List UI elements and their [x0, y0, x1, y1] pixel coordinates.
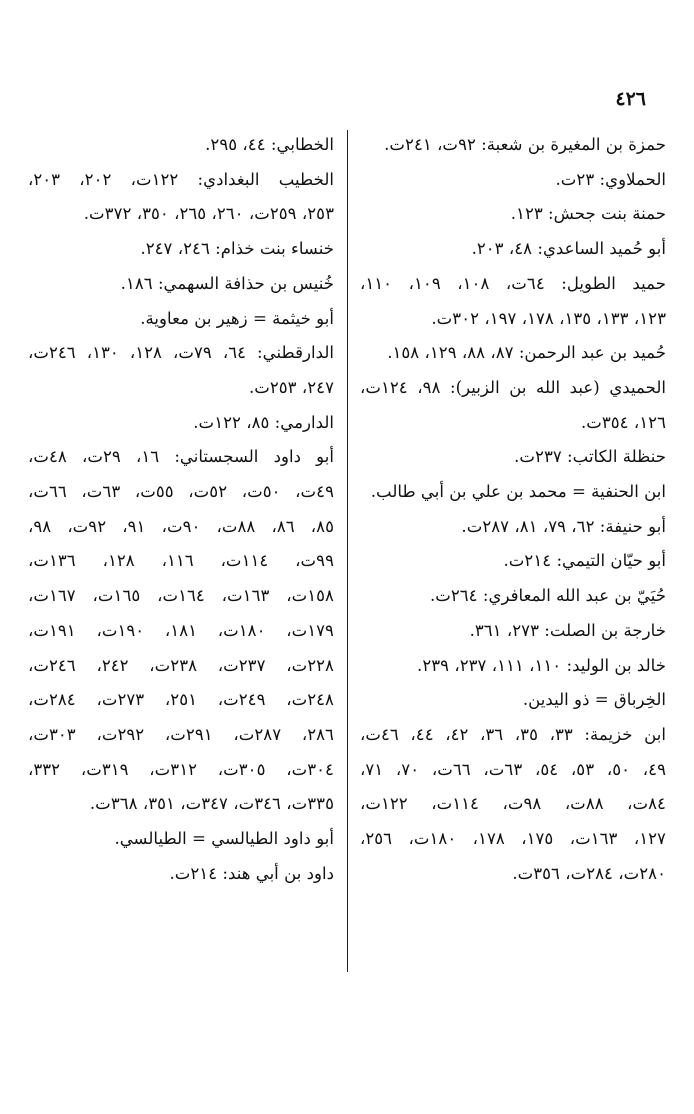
index-entry-line: الخِرباق = ذو اليدين. [522, 690, 666, 710]
index-entry-line: حمنة بنت جحش: ١٢٣. [510, 204, 666, 224]
index-entry-line: أبو حنيفة: ٦٢، ٧٩، ٨١، ٢٨٧ت. [461, 516, 666, 536]
index-entry-line: خُنيس بن حذافة السهمي: ١٨٦. [120, 273, 334, 293]
index-entry-line: الحملاوي: ٢٣ت. [555, 169, 666, 189]
index-entry-line: ٨٤ت، ٨٨ت، ٩٨ت، ١١٤ت، ١٢٢ت، [360, 794, 666, 814]
index-entry-line: ٣٣٥ت، ٣٤٦ت، ٣٤٧ت، ٣٥١، ٣٦٨ت. [89, 794, 334, 814]
page-number: ٤٢٦ [615, 88, 646, 110]
index-entry-line: ٢٥٣، ٢٥٩ت، ٢٦٠، ٢٦٥، ٣٥٠، ٣٧٢ت. [83, 204, 334, 224]
index-entry-line: حُيَيّ بن عبد الله المعافري: ٢٦٤ت. [429, 586, 666, 606]
index-entry-line: حميد الطويل: ٦٤ت، ١٠٨، ١٠٩، ١١٠، [360, 273, 666, 293]
index-entry-line: ٢٤٨ت، ٢٤٩ت، ٢٥١، ٢٧٣ت، ٢٨٤ت، [28, 690, 334, 710]
index-entry-line: خارجة بن الصلت: ٢٧٣، ٣٦١. [469, 620, 666, 640]
index-entry-line: ١٢٣، ١٣٣، ١٣٥، ١٧٨، ١٩٧، ٣٠٢ت. [431, 308, 666, 328]
right-column [348, 128, 666, 972]
index-entry-line: حمزة بن المغيرة بن شعبة: ٩٢ت، ٢٤١ت. [384, 135, 666, 154]
index-entry-line: ١٢٦، ٣٥٤ت. [580, 412, 666, 432]
index-entry-line: الدارقطني: ٦٤، ٧٩ت، ١٢٨، ١٣٠، ٢٤٦ت، [28, 343, 334, 363]
index-entry-line: ٣٠٤ت، ٣٠٥ت، ٣١٢ت، ٣١٩ت، ٣٣٢، [28, 759, 334, 779]
index-entry-line: حُميد بن عبد الرحمن: ٨٧، ٨٨، ١٢٩، ١٥٨. [387, 343, 666, 363]
index-entry-line: داود بن أبي هند: ٢١٤ت. [169, 863, 334, 883]
column-divider [347, 130, 348, 972]
index-entry-line: ٢٢٨ت، ٢٣٧ت، ٢٣٨ت، ٢٤٢، ٢٤٦ت، [28, 655, 334, 675]
index-entry-line: ٩٩ت، ١١٤ت، ١١٦، ١٢٨، ١٣٦ت، [28, 551, 334, 571]
index-entry-line: خنساء بنت خذام: ٢٤٦، ٢٤٧. [140, 239, 334, 259]
index-entry-line: الحميدي (عبد الله بن الزبير): ٩٨، ١٢٤ت، [360, 377, 666, 397]
left-column [28, 128, 347, 972]
index-entry-line: ٤٩ت، ٥٠ت، ٥٢ت، ٥٥ت، ٦٣ت، ٦٦ت، [28, 482, 334, 502]
index-entry-line: الخطيب البغدادي: ١٢٢ت، ٢٠٢، ٢٠٣، [28, 169, 334, 189]
index-entry-line: الخطابي: ٤٤، ٢٩٥. [205, 135, 334, 154]
index-entry-line: ١٧٩ت، ١٨٠ت، ١٨١، ١٩٠ت، ١٩١ت، [28, 620, 334, 640]
index-entry-line: أبو حيّان التيمي: ٢١٤ت. [503, 551, 666, 571]
index-entry-line: ١٥٨ت، ١٦٣ت، ١٦٤ت، ١٦٥ت، ١٦٧ت، [28, 586, 334, 606]
index-entry-line: أبو داود السجستاني: ١٦، ٢٩ت، ٤٨ت، [28, 447, 334, 467]
index-entry-line: حنظلة الكاتب: ٢٣٧ت. [514, 447, 666, 467]
index-entry-line: أبو خيثمة = زهير بن معاوية. [140, 308, 334, 328]
index-entry-line: ٢٤٧، ٢٥٣ت. [248, 377, 334, 397]
index-entry-line: الدارمي: ٨٥، ١٢٢ت. [193, 412, 334, 432]
index-entry-line: أبو حُميد الساعدي: ٤٨، ٢٠٣. [471, 239, 666, 259]
index-entry-line: خالد بن الوليد: ١١٠، ١١١، ٢٣٧، ٢٣٩. [417, 655, 666, 675]
index-entry-line: ٤٩، ٥٠، ٥٣، ٥٤، ٦٣ت، ٦٦ت، ٧٠، ٧١، [360, 759, 666, 779]
index-entry-line: أبو داود الطيالسي = الطيالسي. [114, 829, 334, 849]
index-entry-line: ابن خزيمة: ٣٣، ٣٥، ٣٦، ٤٢، ٤٤، ٤٦ت، [360, 724, 666, 744]
index-entry-line: ٢٨٦، ٢٨٧ت، ٢٩١ت، ٢٩٢ت، ٣٠٣ت، [28, 724, 334, 744]
index-entry-line: ابن الحنفية = محمد بن علي بن أبي طالب. [370, 482, 666, 502]
index-columns [28, 128, 666, 972]
index-entry-line: ٨٥، ٨٦، ٨٨ت، ٩٠ت، ٩١، ٩٢ت، ٩٨، [28, 516, 334, 536]
index-entry-line: ٢٨٠ت، ٢٨٤ت، ٣٥٦ت. [512, 863, 666, 883]
index-entry-line: ١٢٧، ١٦٣ت، ١٧٥، ١٧٨، ١٨٠ت، ٢٥٦، [360, 829, 666, 849]
